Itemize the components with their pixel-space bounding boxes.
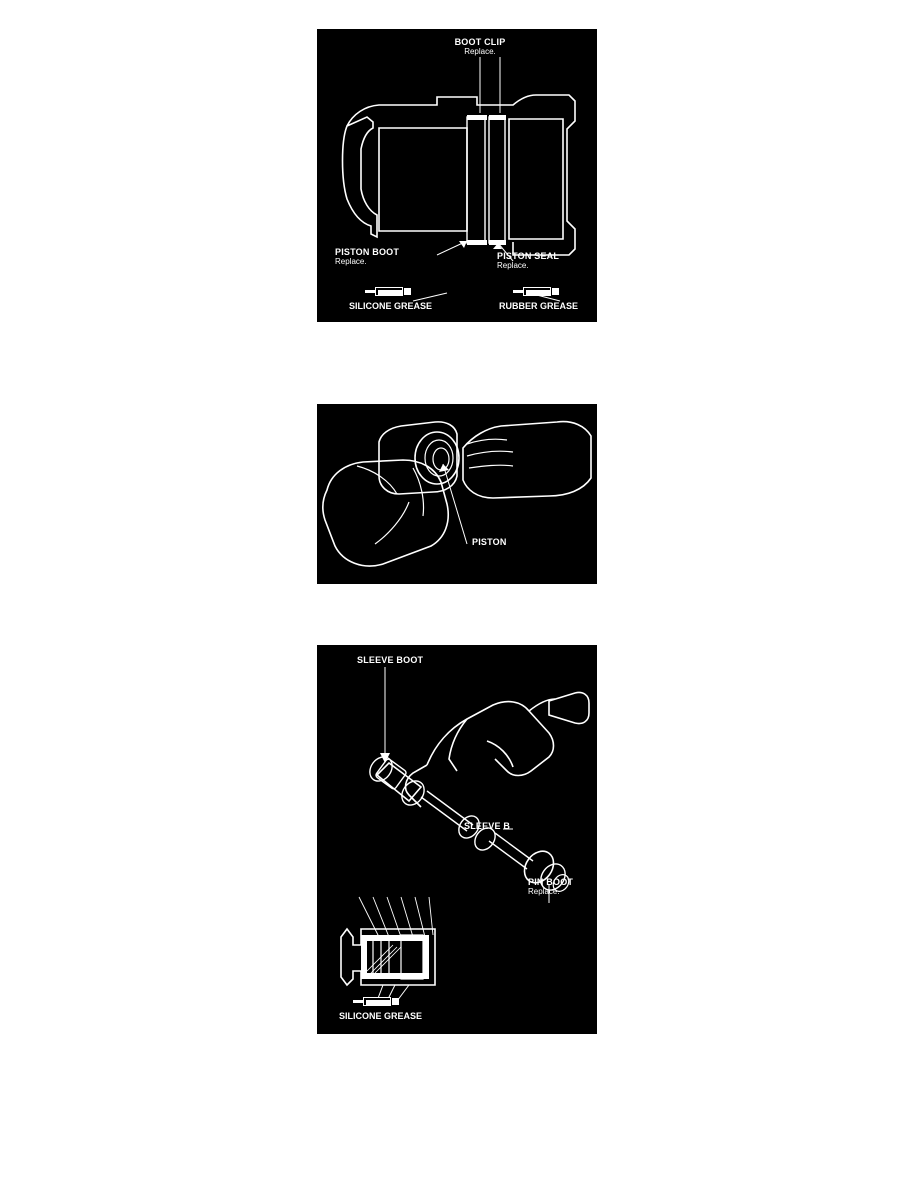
label-pin-boot-note: Replace.: [528, 887, 560, 897]
label-boot-clip-title: BOOT CLIP: [454, 37, 506, 47]
label-pin-boot-title: PIN BOOT: [528, 877, 574, 887]
label-piston-title: PISTON: [472, 537, 507, 547]
label-sleeve-boot: [357, 655, 423, 665]
label-sleeve-boot-title: SLEEVE BOOT: [357, 655, 424, 665]
label-pin-boot: [528, 877, 573, 897]
label-piston: [472, 537, 507, 547]
label-boot-clip-note: Replace.: [464, 47, 496, 57]
label-boot-clip: [430, 37, 530, 57]
grease-tube-rubber-icon: [513, 287, 559, 296]
figure-1-artwork: [317, 29, 597, 322]
label-piston-seal-title: PISTON SEAL: [497, 251, 560, 261]
figure-piston-installation-by-hand: [317, 404, 597, 584]
figure-2-artwork: [317, 404, 597, 584]
figure-caliper-sleeve-pin-boot-assembly: [317, 645, 597, 1034]
label-piston-boot: [335, 247, 399, 267]
label-piston-boot-title: PISTON BOOT: [335, 247, 400, 257]
figure-3-artwork: [317, 645, 597, 1034]
label-piston-boot-note: Replace.: [335, 257, 367, 267]
tag-rubber-grease: RUBBER GREASE: [499, 301, 579, 311]
label-piston-seal-note: Replace.: [497, 261, 529, 271]
grease-tube-silicone-icon: [365, 287, 411, 296]
label-sleeve-b: [464, 821, 510, 831]
grease-tube-silicone-icon-2: [353, 997, 399, 1006]
tag-silicone-grease: SILICONE GREASE: [349, 301, 433, 311]
figure-caliper-piston-seal-assembly: [317, 29, 597, 322]
tag-silicone-grease-2: SILICONE GREASE: [339, 1011, 423, 1021]
label-sleeve-b-title: SLEEVE B: [464, 821, 511, 831]
label-piston-seal: [497, 251, 559, 271]
